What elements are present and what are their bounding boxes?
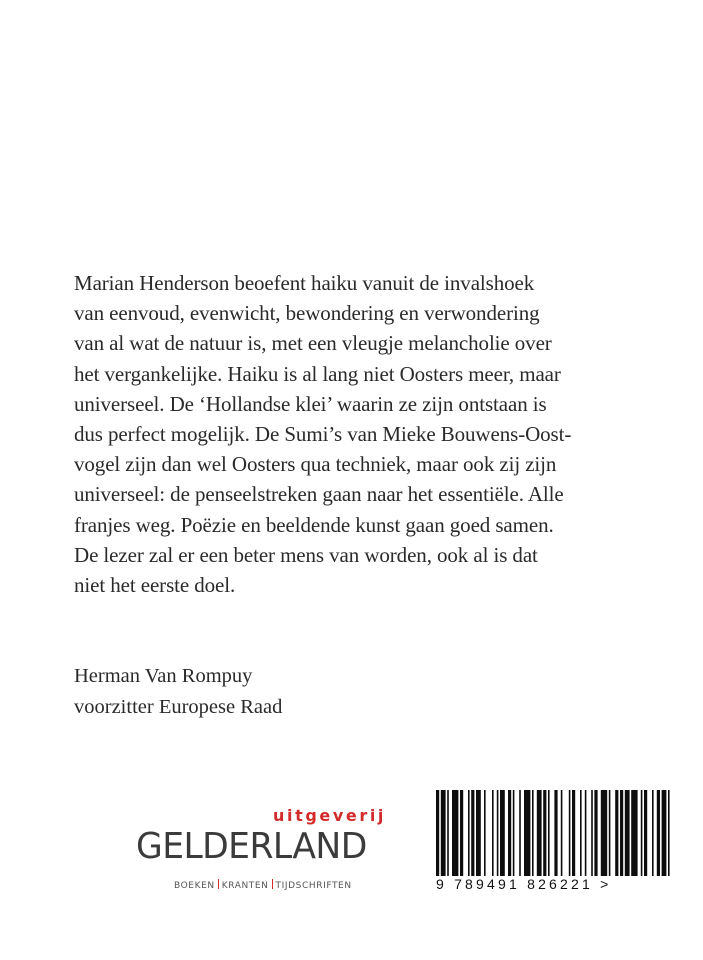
barcode-bar — [609, 790, 611, 876]
barcode-bar — [447, 790, 449, 876]
barcode-bar — [569, 790, 571, 876]
barcode-bar — [519, 790, 521, 876]
blurb-line: De lezer zal er een beter mens van worden, ook al is dat — [74, 542, 538, 567]
barcode-bar — [492, 790, 494, 876]
barcode-bar — [657, 790, 660, 876]
barcode-bar — [668, 790, 670, 876]
barcode-bar — [500, 790, 505, 876]
barcode-bar — [620, 790, 623, 876]
barcode-bar — [524, 790, 530, 876]
barcode-bar — [652, 790, 654, 876]
barcode-bar — [580, 790, 582, 876]
blurb-line: universeel: de penseelstreken gaan naar het essentiële. Alle — [74, 482, 564, 507]
blurb-line: franjes weg. Poëzie en beeldende kunst gaan goed samen. — [74, 512, 554, 537]
tagline-books: BOEKEN — [174, 881, 215, 891]
blurb-line: Marian Henderson beoefent haiku vanuit de invalshoek — [74, 271, 535, 295]
barcode-bar — [532, 790, 534, 876]
barcode-bar — [585, 790, 587, 876]
attribution-title: voorzitter Europese Raad — [74, 696, 283, 718]
isbn-barcode — [436, 790, 703, 880]
publisher-name: GELDERLAND — [136, 826, 367, 867]
barcode-bar — [615, 790, 618, 876]
barcode-bar — [441, 790, 446, 876]
back-cover-blurb — [74, 268, 634, 600]
barcode-bar — [561, 790, 563, 876]
blurb-line: het vergankelijke. Haiku is al lang niet Oosters meer, maar — [74, 361, 561, 386]
barcode-bar — [644, 790, 647, 876]
tagline-separator — [218, 879, 219, 889]
barcode-bar — [508, 790, 511, 876]
barcode-bar — [476, 790, 481, 876]
tagline-magazines: TIJDSCHRIFTEN — [275, 881, 352, 891]
barcode-bar — [497, 790, 499, 876]
barcode-bar — [625, 790, 630, 876]
publisher-logo — [136, 806, 386, 896]
barcode-bar — [543, 790, 546, 876]
barcode-bar — [468, 790, 470, 876]
barcode-bar — [436, 790, 439, 876]
tagline-newspapers: KRANTEN — [221, 881, 269, 891]
barcode-bar — [591, 790, 593, 876]
barcode-bar — [594, 790, 597, 876]
publisher-prefix: uitgeverij — [273, 806, 386, 825]
barcode-bar — [452, 790, 458, 876]
barcode-bar — [471, 790, 474, 876]
barcode-bar — [662, 790, 667, 876]
barcode-bar — [484, 790, 486, 876]
isbn-digits: 9 789491 826221 > — [436, 876, 612, 892]
blurb-line: universeel. De ‘Hollandse klei’ waarin ze zijn ontstaan is — [74, 391, 547, 416]
barcode-bar — [631, 790, 637, 876]
blurb-line: van al wat de natuur is, met een vleugje melancholie over — [74, 331, 552, 356]
quote-attribution — [74, 661, 282, 723]
blurb-line: vogel zijn dan wel Oosters qua techniek, maar ook zij zijn — [74, 452, 557, 477]
barcode-bar — [513, 790, 515, 876]
barcode-bar — [572, 790, 575, 876]
barcode-bar — [460, 790, 463, 876]
barcode-bar — [641, 790, 643, 876]
blurb-line: dus perfect mogelijk. De Sumi’s van Mieke Bouwens-Oost- — [74, 422, 572, 447]
barcode-bar — [554, 790, 557, 876]
blurb-line: van eenvoud, evenwicht, bewondering en verwondering — [74, 301, 540, 326]
barcode-bar — [548, 790, 550, 876]
blurb-line: niet het eerste doel. — [74, 573, 236, 598]
barcode-bar — [537, 790, 542, 876]
tagline-separator — [272, 879, 273, 889]
attribution-name: Herman Van Rompuy — [74, 665, 253, 687]
publisher-tagline — [174, 879, 352, 891]
barcode-bar — [601, 790, 607, 876]
